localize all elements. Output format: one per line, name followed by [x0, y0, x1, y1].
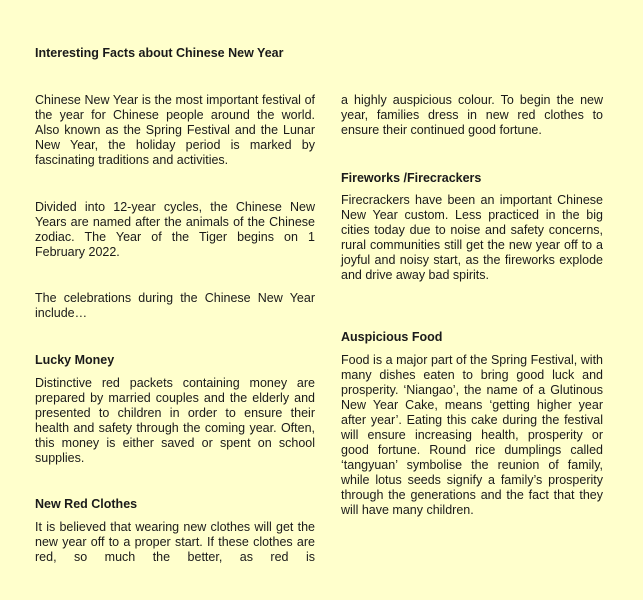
section-heading-fireworks: Fireworks /Firecrackers	[341, 171, 482, 185]
section-heading-lucky-money: Lucky Money	[35, 353, 115, 367]
section-text-lucky-money: Distinctive red packets containing money are prepared by married couples and the elderly and presented to children in order to ensure their health and safety through the coming year. Often, this money is either saved or spent on school supplies.	[35, 376, 315, 465]
section-text-fireworks: Firecrackers have been an important Chinese New Year custom. Less practiced in the big cities today due to noise and safety concerns, rural communities still get the new year off to a joyful and noisy start, as the fireworks explode and drive away bad spirits.	[341, 193, 603, 282]
intro-paragraph: Chinese New Year is the most important festival of the year for Chinese people around the world. Also known as the Spring Festival and the Lunar New Year, the holiday period is marked by fascinating traditions and activities.	[35, 93, 315, 167]
section-text-auspicious-food: Food is a major part of the Spring Festival, with many dishes eaten to bring good luck and prosperity. ‘Niangao’, the name of a Glutinous New Year Cake, means ‘getting higher year after year’. Eating this cake during the festival will ensure increasing health, prosperity or good fortune. Round rice dumplings called ‘tangyuan’ symbolise the reunion of family, while lotus seeds signify a family’s prosperity through the generations and the fact that they will have many children.	[341, 353, 603, 517]
section-heading-new-red-clothes: New Red Clothes	[35, 497, 138, 511]
section-text-new-red-clothes: It is believed that wearing new clothes will get the new year off to a proper start. If these clothes are red, so much the better, as red is	[35, 520, 315, 564]
page-title: Interesting Facts about Chinese New Year	[35, 46, 284, 60]
intro-paragraph: Divided into 12-year cycles, the Chinese New Years are named after the animals of the Chinese zodiac. The Year of the Tiger begins on 1 February 2022.	[35, 200, 315, 259]
intro-paragraph: The celebrations during the Chinese New Year include…	[35, 291, 315, 320]
section-heading-auspicious-food: Auspicious Food	[341, 330, 443, 344]
section-text-new-red-clothes-continued: a highly auspicious colour. To begin the new year, families dress in new red clothes to ensure their continued good fortune.	[341, 93, 603, 137]
